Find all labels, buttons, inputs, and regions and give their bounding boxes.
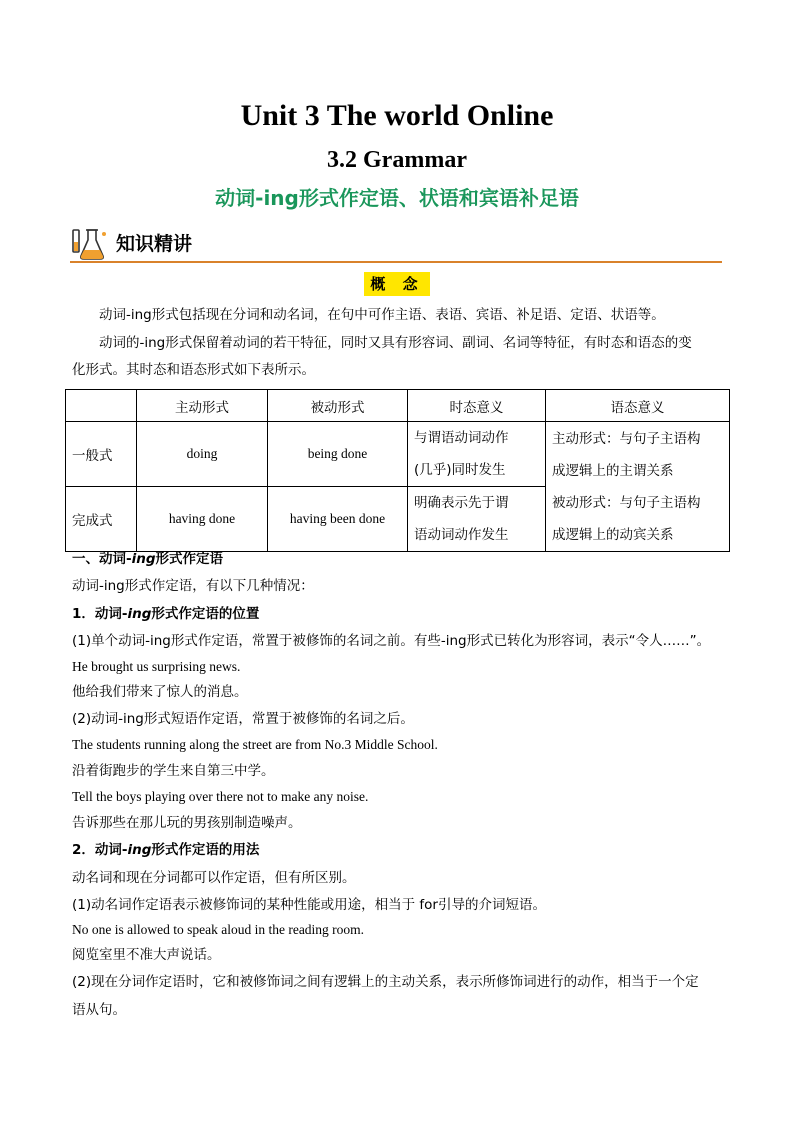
active-form-cell: having done <box>137 487 268 552</box>
topic-title: 动词-ing形式作定语、状语和宾语补足语 <box>215 186 579 210</box>
intro-paragraph-1: 动词-ing形式包括现在分词和动名词，在句中可作主语、表语、宾语、补足语、定语、状语等。 <box>99 307 665 323</box>
paragraph: (2)动词-ing形式短语作定语，常置于被修饰的名词之后。 <box>72 711 414 727</box>
passive-form-cell: being done <box>268 422 408 487</box>
intro-paragraph-2-line-2: 化形式。其时态和语态形式如下表所示。 <box>72 362 315 378</box>
row-label: 一般式 <box>66 422 137 487</box>
example-chinese: 告诉那些在那儿玩的男孩别制造噪声。 <box>72 815 302 831</box>
example-english: He brought us surprising news. <box>72 659 241 674</box>
section-header <box>70 224 722 264</box>
example-english: Tell the boys playing over there not to make any noise. <box>72 789 369 804</box>
voice-meaning-line: 主动形式：与句子主语构 <box>552 430 701 447</box>
voice-meaning-cell <box>546 422 730 552</box>
tense-meaning-line: 明确表示先于谓 <box>414 495 509 511</box>
section-label: 知识精讲 <box>116 233 193 255</box>
header-cell-voice: 语态意义 <box>546 390 730 422</box>
active-form-cell: doing <box>137 422 268 487</box>
subheading-text: 形式作定语的用法 <box>151 842 260 858</box>
voice-meaning-line: 成逻辑上的主谓关系 <box>552 462 674 479</box>
voice-meaning-line: 被动形式：与句子主语构 <box>552 494 701 511</box>
paragraph: 语从句。 <box>72 1002 126 1018</box>
table-header-row <box>66 390 730 422</box>
table-row <box>66 422 730 487</box>
subheading-ing: ing <box>127 606 152 622</box>
header-cell-passive: 被动形式 <box>268 390 408 422</box>
heading-text: 形式作定语 <box>155 551 224 567</box>
row-label: 完成式 <box>66 487 137 552</box>
header-cell-tense: 时态意义 <box>408 390 546 422</box>
example-chinese: 阅览室里不准大声说话。 <box>72 947 221 963</box>
voice-meaning-line: 成逻辑上的动宾关系 <box>552 526 674 543</box>
tense-meaning-line: 语动词动作发生 <box>414 527 509 543</box>
subheading-usage <box>72 840 724 860</box>
tense-meaning-cell <box>408 422 546 487</box>
tense-meaning-line: 与谓语动词动作 <box>414 430 509 446</box>
paragraph: (1)动名词作定语表示被修饰词的某种性能或用途，相当于 for引导的介词短语。 <box>72 897 546 913</box>
intro-paragraph-2-line-1: 动词的-ing形式保留着动词的若干特征，同时又具有形容词、副词、名词等特征，有时态和语态的变 <box>99 335 692 351</box>
heading-attributive <box>72 549 724 569</box>
subheading-ing: ing <box>127 842 152 858</box>
heading-ing: ing <box>131 551 156 567</box>
subheading-text: 形式作定语的位置 <box>151 606 260 622</box>
heading-text: 一、动词- <box>72 551 132 567</box>
flask-icon <box>70 226 110 262</box>
paragraph: (1)单个动词-ing形式作定语，常置于被修饰的名词之前。有些-ing形式已转化为形容词，表示“令人……”。 <box>72 633 711 649</box>
header-cell-active: 主动形式 <box>137 390 268 422</box>
example-chinese: 沿着街跑步的学生来自第三中学。 <box>72 763 275 779</box>
paragraph: 动词-ing形式作定语，有以下几种情况： <box>72 578 314 594</box>
example-english: The students running along the street are from No.3 Middle School. <box>72 737 438 752</box>
concept-label: 概 念 <box>364 272 429 296</box>
concept-heading <box>0 272 794 296</box>
header-cell-empty <box>66 390 137 422</box>
section-divider <box>70 261 722 263</box>
passive-form-cell: having been done <box>268 487 408 552</box>
lesson-subtitle: 3.2 Grammar <box>327 147 467 173</box>
tense-meaning-line: (几乎)同时发生 <box>414 462 506 478</box>
tense-voice-table <box>65 389 730 552</box>
subheading-text: 2．动词- <box>72 842 128 858</box>
subheading-text: 1．动词- <box>72 606 128 622</box>
paragraph: (2)现在分词作定语时，它和被修饰词之间有逻辑上的主动关系，表示所修饰词进行的动作，相当于一个定 <box>72 974 699 990</box>
paragraph: 动名词和现在分词都可以作定语，但有所区别。 <box>72 870 356 886</box>
subheading-position <box>72 604 724 624</box>
example-chinese: 他给我们带来了惊人的消息。 <box>72 684 248 700</box>
example-english: No one is allowed to speak aloud in the reading room. <box>72 922 365 937</box>
tense-meaning-cell <box>408 487 546 552</box>
unit-title: Unit 3 The world Online <box>240 99 554 132</box>
